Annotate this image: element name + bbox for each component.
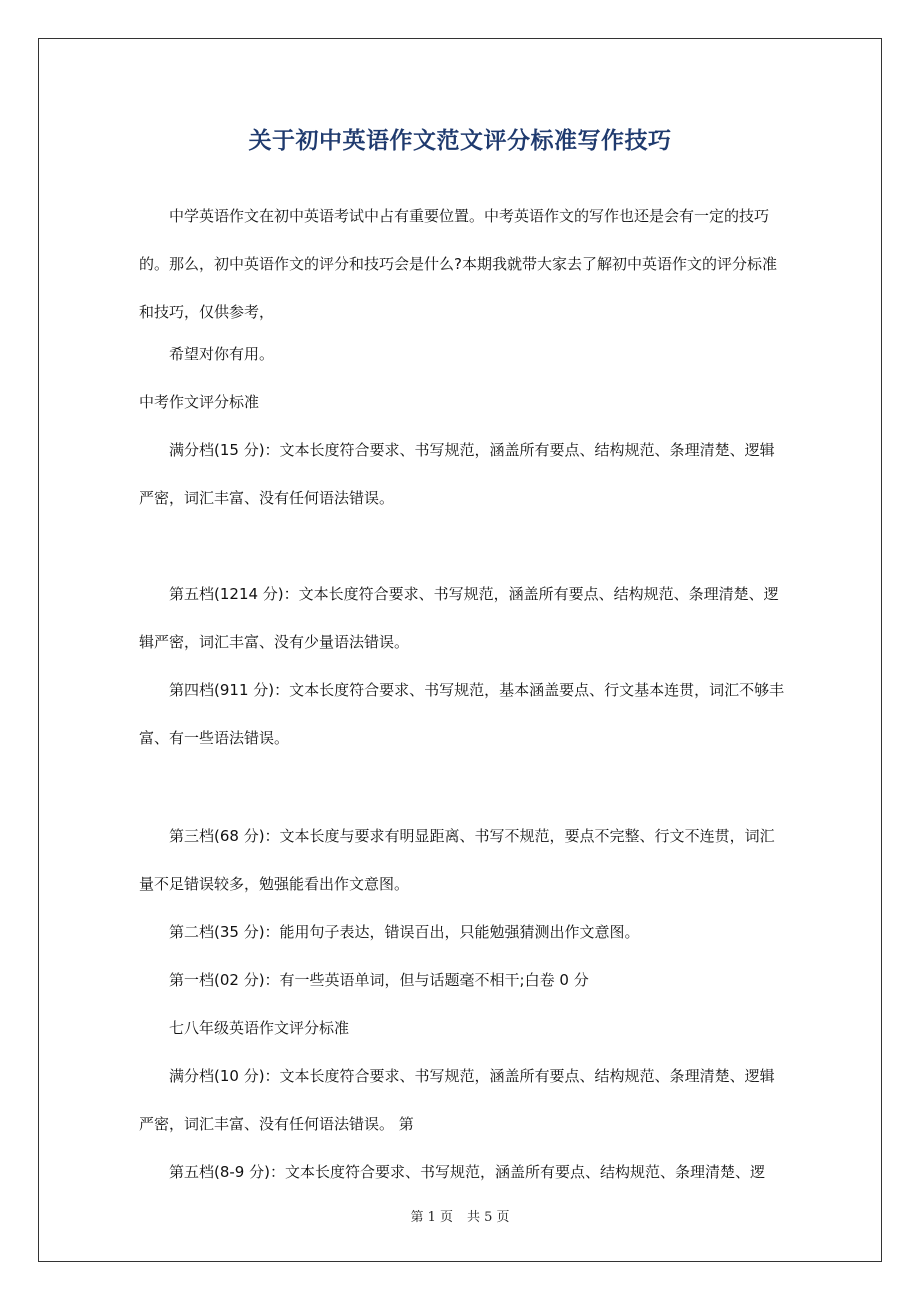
paragraph-full-score-15: 满分档(15 分)：文本长度符合要求、书写规范，涵盖所有要点、结构规范、条理清楚、逻辑严密，词汇丰富、没有任何语法错误。 (139, 441, 775, 507)
paragraph-full-score-10: 满分档(10 分)：文本长度符合要求、书写规范，涵盖所有要点、结构规范、条理清楚、逻辑严密，词汇丰富、没有任何语法错误。 第 (139, 1067, 775, 1133)
paragraph-tier2-zhongkao: 第二档(35 分)：能用句子表达，错误百出，只能勉强猜测出作文意图。 (169, 923, 640, 941)
page-total: 共 5 页 (467, 1210, 510, 1225)
document-title: 关于初中英语作文范文评分标准写作技巧 (248, 128, 672, 154)
paragraph-intro: 中学英语作文在初中英语考试中占有重要位置。中考英语作文的写作也还是会有一定的技巧的。那么，初中英语作文的评分和技巧会是什么?本期我就带大家去了解初中英语作文的评分标准和技巧，仅供参考， (139, 207, 777, 321)
paragraph-tier5-grade78: 第五档(8-9 分)：文本长度符合要求、书写规范，涵盖所有要点、结构规范、条理清楚、逻 (169, 1163, 765, 1181)
paragraph-tier1-zhongkao: 第一档(02 分)：有一些英语单词，但与话题毫不相干;白卷 0 分 (169, 971, 589, 989)
paragraph-tier3-zhongkao: 第三档(68 分)：文本长度与要求有明显距离、书写不规范，要点不完整、行文不连贯，词汇量不足错误较多，勉强能看出作文意图。 (139, 827, 775, 893)
paragraph-wish: 希望对你有用。 (169, 345, 275, 363)
paragraph-tier4-zhongkao: 第四档(911 分)：文本长度符合要求、书写规范，基本涵盖要点、行文基本连贯，词汇不够丰富、有一些语法错误。 (139, 681, 785, 747)
section-heading-grade78: 七八年级英语作文评分标准 (169, 1019, 350, 1037)
paragraph-tier5-zhongkao: 第五档(1214 分)：文本长度符合要求、书写规范，涵盖所有要点、结构规范、条理清楚、逻辑严密，词汇丰富、没有少量语法错误。 (139, 585, 779, 651)
page-footer (0, 1206, 920, 1225)
page-number: 第 1 页 (410, 1210, 453, 1225)
section-heading-zhongkao: 中考作文评分标准 (139, 393, 260, 411)
